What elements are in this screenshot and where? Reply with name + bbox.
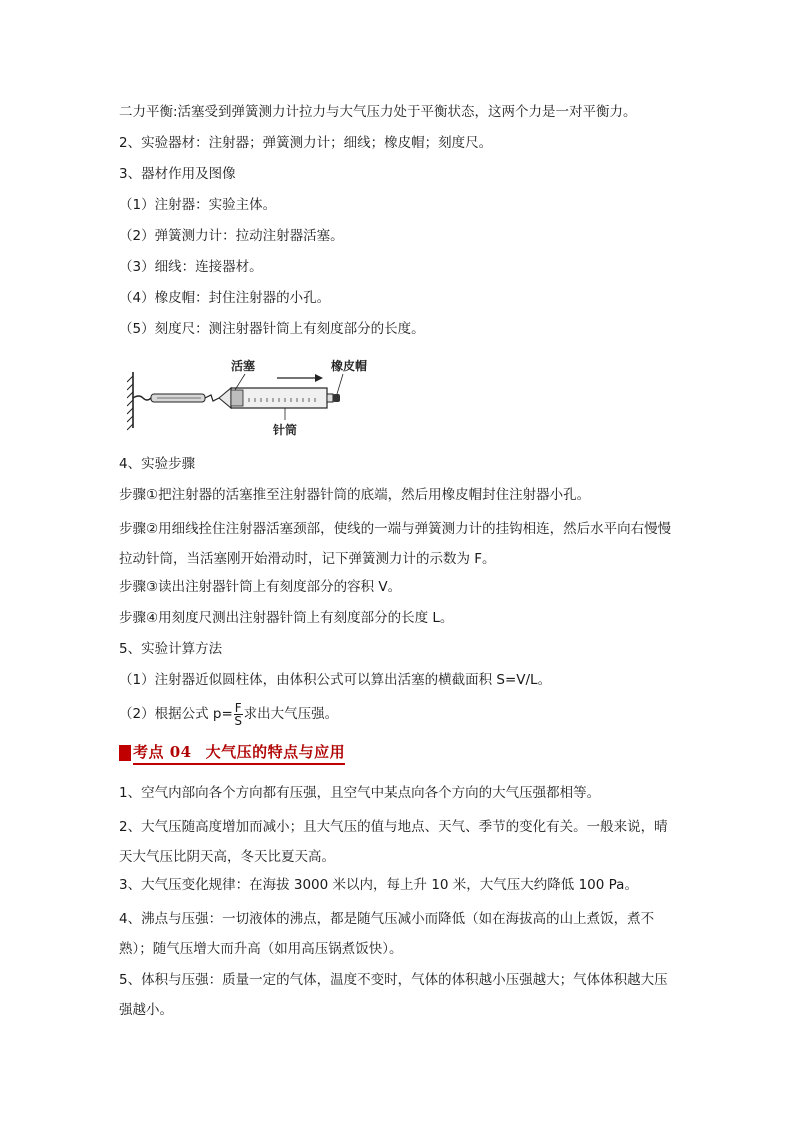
step-1: 步骤①把注射器的活塞推至注射器针筒的底端，然后用橡皮帽封住注射器小孔。: [119, 487, 591, 503]
step-3: 步骤③读出注射器针筒上有刻度部分的容积 V。: [119, 579, 402, 595]
point-4: 4、沸点与压强：一切液体的沸点，都是随气压减小而降低（如在海拔高的山上煮饭，煮不熟）；随气压增大而升高（如用高压锅煮饭快）。: [119, 911, 655, 957]
calc-item-1: （1）注射器近似圆柱体，由体积公式可以算出活塞的横截面积 S=V/L。: [119, 672, 552, 688]
list-item-spring-scale: （2）弹簧测力计：拉动注射器活塞。: [119, 228, 344, 244]
point-1: 1、空气内部向各个方向都有压强，且空气中某点向各个方向的大气压强都相等。: [119, 785, 601, 801]
point-3: 3、大气压变化规律：在海拔 3000 米以内，每上升 10 米，大气压大约降低 100 Pa。: [119, 877, 638, 893]
list-item-thread: （3）细线：连接器材。: [119, 259, 263, 275]
calc-item-2-prefix: （2）根据公式 p=: [119, 706, 233, 722]
paragraph-equipment-role-title: 3、器材作用及图像: [119, 166, 236, 182]
fraction-denominator: S: [234, 713, 243, 728]
paragraph-balance: 二力平衡:活塞受到弹簧测力计拉力与大气压力处于平衡状态，这两个力是一对平衡力。: [119, 104, 637, 120]
section-heading: [119, 739, 679, 767]
label-barrel: 针筒: [273, 423, 298, 437]
calc-title: 5、实验计算方法: [119, 641, 223, 657]
calc-item-2: [119, 699, 679, 733]
calc-item-2-suffix: 求出大气压强。: [243, 706, 339, 722]
document-content: [119, 100, 679, 1026]
heading-marker-icon: [119, 745, 131, 761]
section-heading-text: [133, 741, 345, 765]
label-rubber-cap: 橡皮帽: [331, 359, 367, 373]
section-number: 考点 04: [133, 743, 192, 761]
section-title: 大气压的特点与应用: [205, 743, 346, 761]
syringe-apparatus-figure: [119, 354, 679, 442]
point-2: 2、大气压随高度增加而减小；且大气压的值与地点、天气、季节的变化有关。一般来说，晴天大气压比阴天高，冬天比夏天高。: [119, 819, 668, 865]
syringe-apparatus-diagram: [127, 354, 367, 442]
steps-title: 4、实验步骤: [119, 456, 196, 472]
list-item-rubber-cap: （4）橡皮帽：封住注射器的小孔。: [119, 290, 331, 306]
pressure-fraction: [234, 702, 243, 727]
fraction-numerator: F: [234, 700, 242, 715]
label-piston: 活塞: [231, 359, 256, 373]
list-item-ruler: （5）刻度尺：测注射器针筒上有刻度部分的长度。: [119, 321, 425, 337]
paragraph-equipment: 2、实验器材：注射器；弹簧测力计；细线；橡皮帽；刻度尺。: [119, 135, 493, 151]
list-item-syringe: （1）注射器：实验主体。: [119, 197, 277, 213]
step-2: 步骤②用细线拴住注射器活塞颈部，使线的一端与弹簧测力计的挂钩相连，然后水平向右慢慢拉动针筒，当活塞刚开始滑动时，记下弹簧测力计的示数为 F。: [119, 521, 672, 567]
point-5: 5、体积与压强：质量一定的气体，温度不变时，气体的体积越小压强越大；气体体积越大压强越小。: [119, 972, 668, 1018]
step-4: 步骤④用刻度尺测出注射器针筒上有刻度部分的长度 L。: [119, 610, 454, 626]
